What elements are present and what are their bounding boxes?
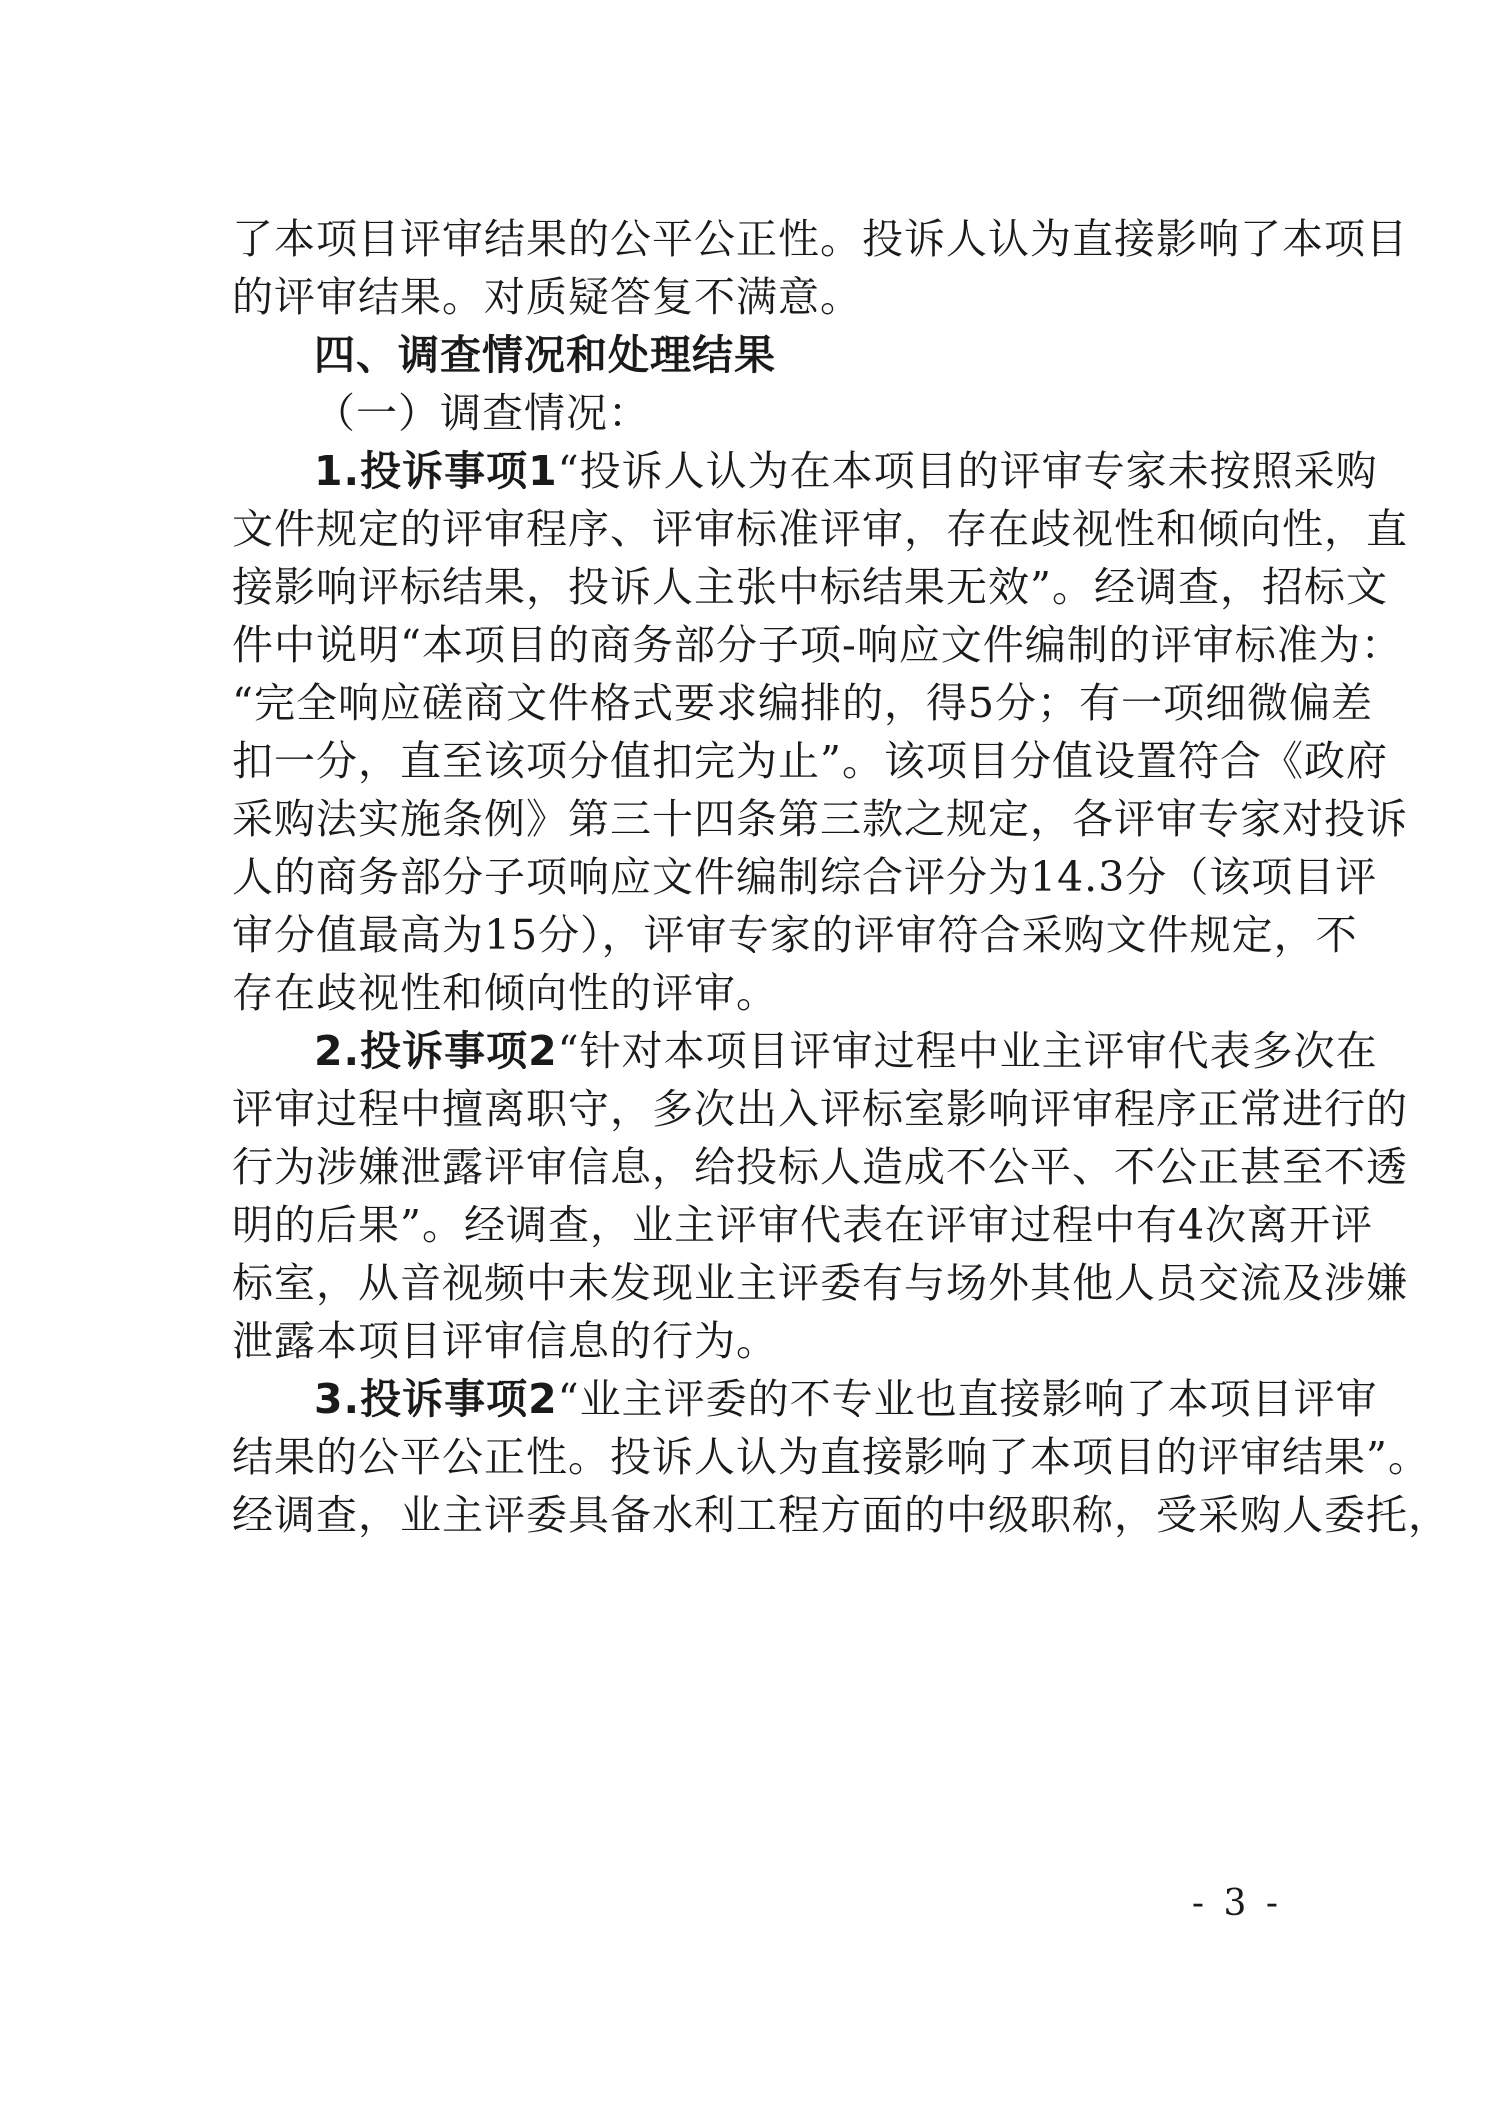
- paragraph-item-2-first-line: [314, 1022, 1378, 1080]
- text-segment: “针对本项目评审过程中业主评审代表多次在: [557, 1027, 1378, 1075]
- item-label: 3.投诉事项2: [314, 1375, 558, 1423]
- text-line: 扣一分，直至该项分值扣完为止”。该项目分值设置符合《政府: [232, 737, 1388, 785]
- text-line: 采购法实施条例》第三十四条第三款之规定，各评审专家对投诉: [232, 795, 1408, 843]
- text-line: 泄露本项目评审信息的行为。: [232, 1317, 778, 1365]
- text-line: 结果的公平公正性。投诉人认为直接影响了本项目的评审结果”。: [232, 1433, 1430, 1481]
- text-line: 的评审结果。对质疑答复不满意。: [232, 273, 862, 321]
- text-line: 人的商务部分子项响应文件编制综合评分为14.3分（该项目评: [232, 853, 1378, 901]
- text-line: 明的后果”。经调查，业主评审代表在评审过程中有4次离开评: [232, 1201, 1374, 1249]
- section-heading: 四、调查情况和处理结果: [314, 331, 776, 379]
- item-label: 2.投诉事项2: [314, 1027, 558, 1075]
- text-line: 标室，从音视频中未发现业主评委有与场外其他人员交流及涉嫌: [232, 1259, 1408, 1307]
- text-line: 存在歧视性和倾向性的评审。: [232, 969, 778, 1017]
- text-segment: “业主评委的不专业也直接影响了本项目评审: [557, 1375, 1378, 1423]
- text-line: “完全响应磋商文件格式要求编排的，得5分；有一项细微偏差: [232, 679, 1374, 727]
- paragraph-item-3-first-line: [314, 1370, 1378, 1428]
- text-line: 审分值最高为15分），评审专家的评审符合采购文件规定，不: [232, 911, 1358, 959]
- paragraph-item-1-first-line: [314, 442, 1378, 500]
- subsection-heading: （一）调查情况：: [314, 389, 650, 437]
- item-label: 1.投诉事项1: [314, 447, 558, 495]
- text-line: 接影响评标结果，投诉人主张中标结果无效”。经调查，招标文: [232, 563, 1388, 611]
- text-line: 件中说明“本项目的商务部分子项-响应文件编制的评审标准为：: [232, 621, 1403, 669]
- text-line: 文件规定的评审程序、评审标准评审，存在歧视性和倾向性，直: [232, 505, 1408, 553]
- text-line: 经调查，业主评委具备水利工程方面的中级职称，受采购人委托，: [232, 1491, 1450, 1539]
- text-line: 了本项目评审结果的公平公正性。投诉人认为直接影响了本项目: [232, 215, 1408, 263]
- text-line: 行为涉嫌泄露评审信息，给投标人造成不公平、不公正甚至不透: [232, 1143, 1408, 1191]
- text-line: 评审过程中擅离职守，多次出入评标室影响评审程序正常进行的: [232, 1085, 1408, 1133]
- page-number: - 3 -: [1191, 1883, 1282, 1924]
- text-segment: “投诉人认为在本项目的评审专家未按照采购: [557, 447, 1378, 495]
